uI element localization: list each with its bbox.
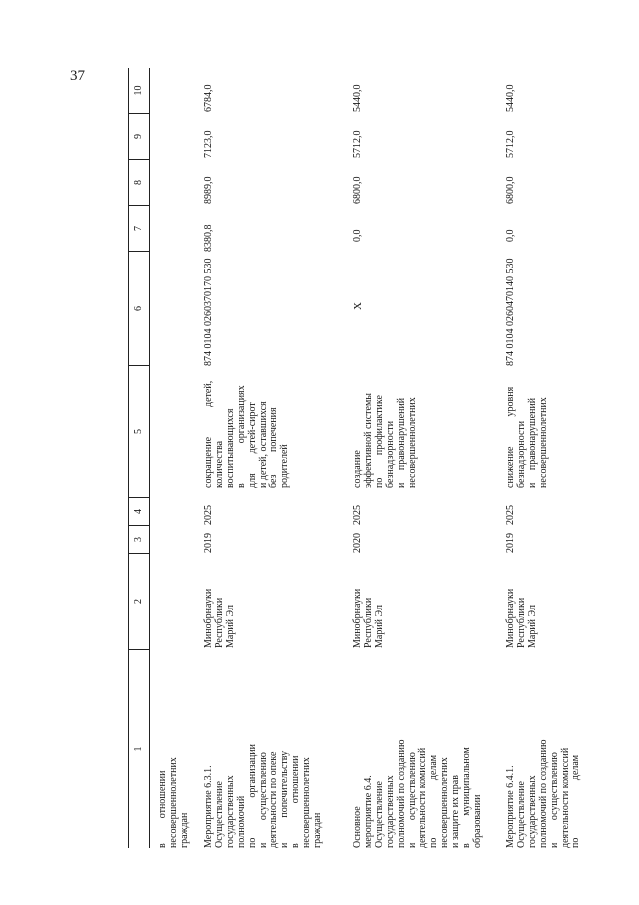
row2-col3: 2020 — [352, 533, 363, 553]
row1-col10: 6784,0 — [203, 84, 214, 112]
row1-col4: 2025 — [203, 505, 214, 525]
row3-col2-line: Республики — [515, 597, 527, 648]
col-header-6: 6 — [129, 252, 149, 366]
row0-col1-line: несовершеннолетних — [167, 757, 179, 848]
row1-col9: 7123,0 — [203, 130, 214, 158]
row3-col1-line: и осуществлению — [548, 752, 560, 848]
row2-col2-line: Республики — [362, 597, 374, 648]
row1-col5-line: в организациях — [235, 385, 247, 488]
row0-col1-line: в отношении — [157, 770, 168, 848]
row1-col5-line: количества — [213, 440, 225, 488]
row3-col1-line: полномочий по созданию — [537, 739, 549, 848]
row2-col1-line: государственных — [384, 775, 396, 848]
row2-col2 — [353, 589, 386, 648]
data-table — [128, 68, 628, 848]
row2-col5-line: по профилактике — [373, 395, 385, 488]
row1-col2-line: Республики — [213, 597, 225, 648]
row2-col1-line: Осуществление — [373, 781, 385, 848]
row0-col1 — [158, 658, 191, 848]
row1-col1-line: и попечительству — [279, 750, 291, 848]
row0-col1-line: граждан — [178, 812, 190, 848]
row2-col5-line: безнадзорности — [384, 420, 396, 488]
row2-col1-line: несовершеннолетних — [439, 757, 451, 848]
row3-col1-line: деятельности комиссий — [559, 747, 571, 848]
row3-col9: 5712,0 — [505, 130, 516, 158]
row1-col2-line: Марий Эл — [224, 605, 236, 648]
row3-col2-line: Минобрнауки — [505, 588, 516, 648]
row2-col9: 5712,0 — [352, 130, 363, 158]
col-header-1: 1 — [133, 746, 144, 752]
row1-col5-line: воспитывающихся — [224, 408, 236, 488]
row1-col1-line: полномочий — [235, 795, 247, 848]
row3-col1-line: государственных — [526, 775, 538, 848]
page-number: 37 — [70, 68, 85, 84]
row2-col5-line: и правонарушений — [395, 397, 407, 488]
row2-col1-line: деятельности комиссий — [417, 747, 429, 848]
row3-col1-line: по делам — [570, 754, 582, 848]
col-header-3: 3 — [129, 526, 149, 554]
col-header-5: 5 — [129, 366, 149, 498]
row1-col5-line: сокращение детей, — [203, 380, 214, 488]
row3-col1-line: Мероприятие 6.4.1. — [505, 765, 516, 848]
row1-col2-line: Минобрнауки — [203, 588, 214, 648]
row2-col5-line: несовершеннолетних — [406, 397, 418, 488]
row2-col2-line: Минобрнауки — [352, 588, 363, 648]
row2-col1-line: образовании — [471, 794, 483, 848]
row1-col3: 2019 — [203, 533, 214, 553]
row2-col4: 2025 — [352, 505, 363, 525]
row1-col1 — [204, 658, 324, 848]
row1-col1-line: несовершеннолетних — [301, 757, 313, 848]
col-header-9: 9 — [129, 114, 149, 160]
row2-col1-line: в муниципальном — [461, 747, 473, 848]
row3-col5-line: и правонарушений — [526, 397, 538, 488]
row3-col8: 6800,0 — [505, 176, 516, 204]
row2-col6: Х — [352, 302, 364, 310]
row1-col1-line: по организации — [246, 743, 258, 848]
row1-col5-line: без попечения — [268, 407, 280, 488]
col-header-4: 4 — [129, 498, 149, 526]
row1-col1-line: в отношении — [290, 755, 302, 848]
row2-col1-line: Основное — [352, 806, 363, 848]
row1-col1-line: и осуществлению — [257, 752, 269, 848]
row3-col5 — [506, 370, 550, 488]
row2-col2-line: Марий Эл — [373, 605, 385, 648]
row3-col5-line: снижение уровня — [505, 386, 516, 488]
row2-col1-line: по делам — [428, 754, 440, 848]
row1-col8: 8989,0 — [203, 176, 214, 204]
row2-col5 — [353, 370, 418, 488]
row1-col7: 8380,8 — [203, 224, 214, 252]
row3-col5-line: несовершеннолетних — [537, 397, 549, 488]
row2-col1 — [353, 658, 484, 848]
row2-col1-line: и защите их прав — [450, 775, 462, 848]
row2-col5-line: создание — [352, 450, 363, 488]
row2-col1-line: полномочий по созданию — [395, 739, 407, 848]
row3-col5-line: безнадзорности — [515, 420, 527, 488]
col-header-7: 7 — [129, 206, 149, 252]
row2-col8: 6800,0 — [352, 176, 363, 204]
col-header-2: 2 — [129, 554, 149, 650]
row1-col5-line: и детей, оставшихся — [257, 401, 269, 488]
row1-col1-line: Мероприятие 6.3.1. — [203, 765, 214, 848]
row3-col1 — [506, 658, 582, 848]
row1-col1-line: государственных — [224, 775, 236, 848]
row3-col2-line: Марий Эл — [526, 605, 538, 648]
row2-col5-line: эффективной системы — [362, 392, 374, 488]
row1-col5 — [204, 370, 291, 488]
row1-col6: 874 0104 0260370170 530 — [203, 258, 214, 366]
row2-col1-line: и осуществлению — [406, 752, 418, 848]
row1-col1-line: граждан — [312, 812, 324, 848]
row3-col3: 2019 — [505, 533, 516, 553]
row2-col1-line: мероприятие 6.4. — [362, 775, 374, 848]
row2-col7: 0,0 — [352, 229, 363, 242]
row1-col1-line: деятельности по опеке — [268, 751, 280, 848]
row3-col1-line: Осуществление — [515, 781, 527, 848]
row1-col5-line: родителей — [279, 444, 291, 488]
table-header — [128, 68, 150, 848]
row1-col1-line: Осуществление — [213, 781, 225, 848]
row3-col6: 874 0104 0260470140 530 — [505, 258, 516, 366]
col-header-8: 8 — [129, 160, 149, 206]
row1-col5-line: для детей-сирот — [246, 402, 258, 488]
row2-col10: 5440,0 — [352, 84, 363, 112]
col-header-10: 10 — [129, 68, 149, 114]
row3-col4: 2025 — [505, 505, 516, 525]
row1-col2 — [204, 589, 237, 648]
row3-col10: 5440,0 — [505, 84, 516, 112]
row3-col7: 0,0 — [505, 229, 516, 242]
row3-col2 — [506, 589, 539, 648]
